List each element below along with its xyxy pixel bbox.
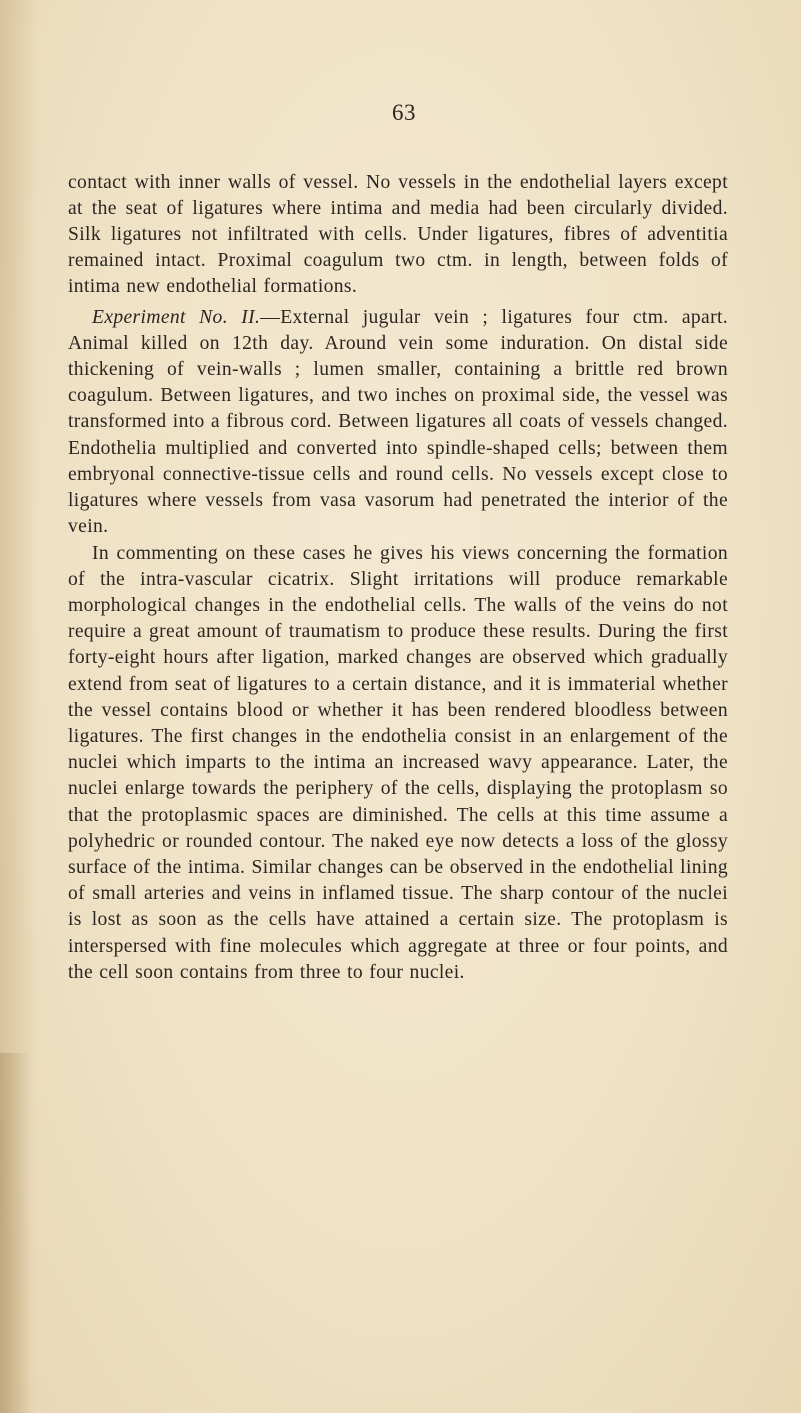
paragraph-text: —External jugular vein ; ligatures four ctm. apart. Animal killed on 12th day. Around vein some induration. On distal side thickening of vein-walls ; lumen smaller, containing a brittle red brown coagulum. Between ligatures, and two inches on proximal side, the vessel was transformed into a fibrous cord. Between ligatures all coats of vessels changed. Endothelia multiplied and converted into spindle-shaped cells; between them embryonal connective-tissue cells and round cells. No vessels except close to ligatures where vessels from vasa vasorum had penetrated the interior of the vein. xyxy=(68,306,729,538)
paragraph-experiment-2 xyxy=(68,305,728,541)
paragraph-commentary xyxy=(68,541,728,986)
paragraph-text: In commenting on these cases he gives his views concerning the formation of the intra-vascular cicatrix. Slight irritations will produce remarkable morphological changes in the endothelial cells. The walls of the veins do not require a great amount of traumatism to produce these results. During the first forty-eight hours after ligation, marked changes are observed which gradually extend from seat of ligatures to a certain distance, and it is immaterial whether the vessel contains blood or whether it has been rendered bloodless between ligatures. The first changes in the endothelia consist in an enlargement of the nuclei which imparts to the intima an increased wavy appearance. Later, the nuclei enlarge towards the periphery of the cells, displaying the protoplasm so that the protoplasmic spaces are diminished. The cells at this time assume a polyhedric or rounded contour. The naked eye now detects a loss of the glossy surface of the intima. Similar changes can be observed in the endothelial lining of small arteries and veins in inflamed tissue. The sharp contour of the nuclei is lost as soon as the cells have attained a certain size. The protoplasm is interspersed with fine molecules which aggregate at three or four points, and the cell soon contains from three to four nuclei. xyxy=(68,542,728,983)
paragraph-text: contact with inner walls of vessel. No vessels in the endothelial layers except at the seat of ligatures where intima and media had been circularly divided. Silk ligatures not infiltrated with cells. Under ligatures, fibres of adventitia remained intact. Proximal coagulum two ctm. in length, between folds of intima new endothelial formations. xyxy=(68,171,728,298)
page-number: 63 xyxy=(392,100,416,125)
page-corner-stain xyxy=(0,1053,30,1413)
experiment-heading: Experiment No. II. xyxy=(92,306,261,328)
paragraph-continuation xyxy=(68,170,728,301)
